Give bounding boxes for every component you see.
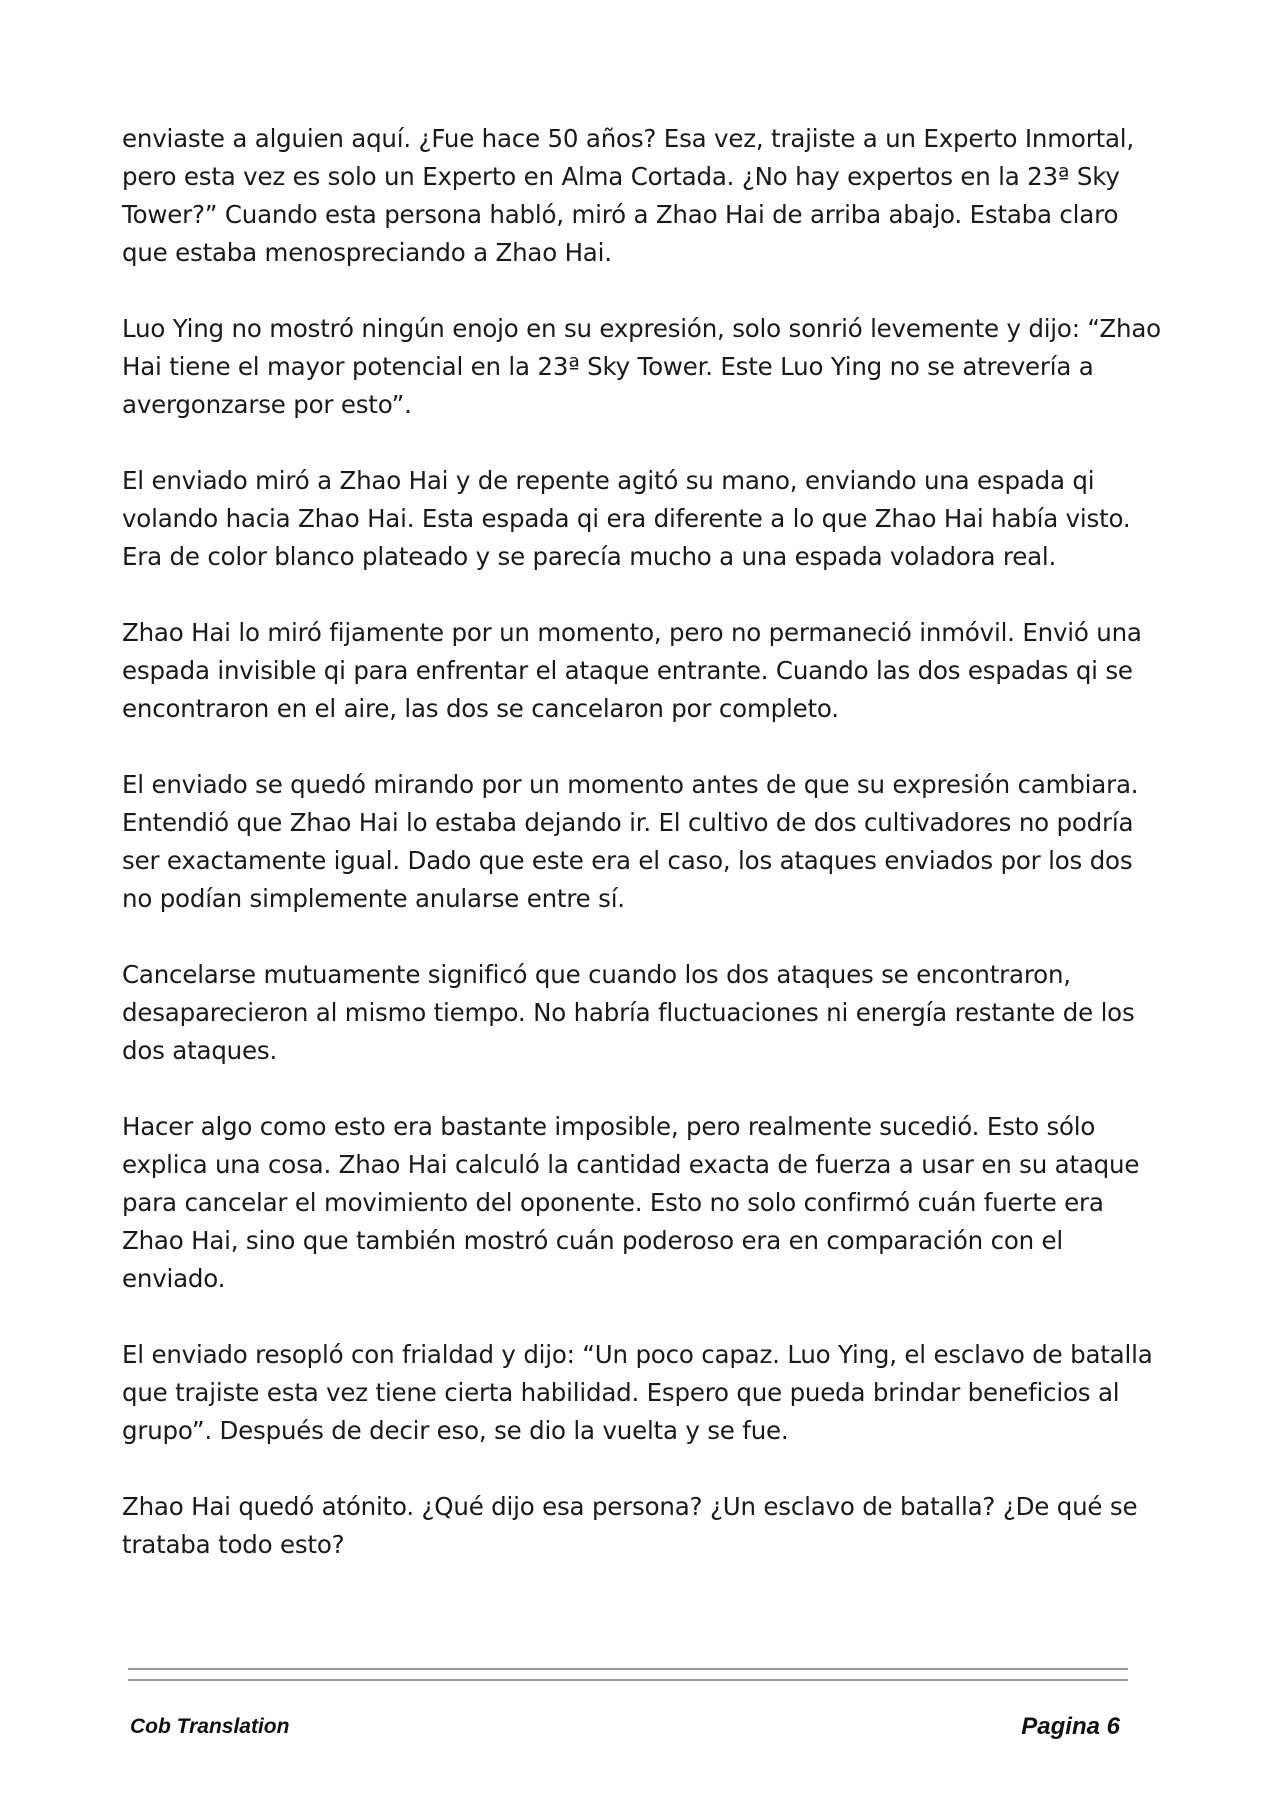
paragraph-6: Cancelarse mutuamente significó que cuando los dos ataques se encontraron, desaparecieron al mismo tiempo. No habría fluctuaciones ni energía restante de los dos ataques. — [122, 960, 1135, 1065]
paragraph-4: Zhao Hai lo miró fijamente por un momento, pero no permaneció inmóvil. Envió una espada invisible qi para enfrentar el ataque entrante. Cuando las dos espadas qi se encontraron en el aire, las dos se cancelaron por completo. — [122, 618, 1142, 723]
paragraph-5: El enviado se quedó mirando por un momento antes de que su expresión cambiara. Entendió que Zhao Hai lo estaba dejando ir. El cultivo de dos cultivadores no podría ser exactamente igual. Dado que este era el caso, los ataques enviados por los dos no podían simplemente anularse entre sí. — [122, 770, 1139, 913]
footer-divider-bottom — [128, 1679, 1128, 1681]
paragraph-2: Luo Ying no mostró ningún enojo en su expresión, solo sonrió levemente y dijo: “Zhao Hai tiene el mayor potencial en la 23ª Sky Tower. Este Luo Ying no se atrevería a avergonzarse por esto”. — [122, 314, 1161, 419]
footer-divider-top — [128, 1668, 1128, 1670]
footer-source: Cob Translation — [130, 1715, 290, 1738]
paragraph-7: Hacer algo como esto era bastante imposible, pero realmente sucedió. Esto sólo explica una cosa. Zhao Hai calculó la cantidad exacta de fuerza a usar en su ataque para cancelar el movimiento del oponente. Esto no solo confirmó cuán fuerte era Zhao Hai, sino que también mostró cuán poderoso era en comparación con el enviado. — [122, 1112, 1140, 1293]
footer-row — [128, 1713, 1128, 1741]
paragraph-9: Zhao Hai quedó atónito. ¿Qué dijo esa persona? ¿Un esclavo de batalla? ¿De qué se trataba todo esto? — [122, 1492, 1138, 1559]
body-text — [122, 120, 1162, 1602]
paragraph-8: El enviado resopló con frialdad y dijo: “Un poco capaz. Luo Ying, el esclavo de batalla que trajiste esta vez tiene cierta habilidad. Espero que pueda brindar beneficios al grupo”. Después de decir eso, se dio la vuelta y se fue. — [122, 1340, 1153, 1445]
page-footer — [128, 1668, 1128, 1741]
paragraph-3: El enviado miró a Zhao Hai y de repente agitó su mano, enviando una espada qi volando hacia Zhao Hai. Esta espada qi era diferente a lo que Zhao Hai había visto. Era de color blanco plateado y se parecía mucho a una espada voladora real. — [122, 466, 1131, 571]
paragraph-1: enviaste a alguien aquí. ¿Fue hace 50 años? Esa vez, trajiste a un Experto Inmortal, pero esta vez es solo un Experto en Alma Cortada. ¿No hay expertos en la 23ª Sky Tower?” Cuando esta persona habló, miró a Zhao Hai de arriba abajo. Estaba claro que estaba menospreciando a Zhao Hai. — [122, 124, 1134, 267]
page-number: Pagina 6 — [1021, 1713, 1120, 1740]
